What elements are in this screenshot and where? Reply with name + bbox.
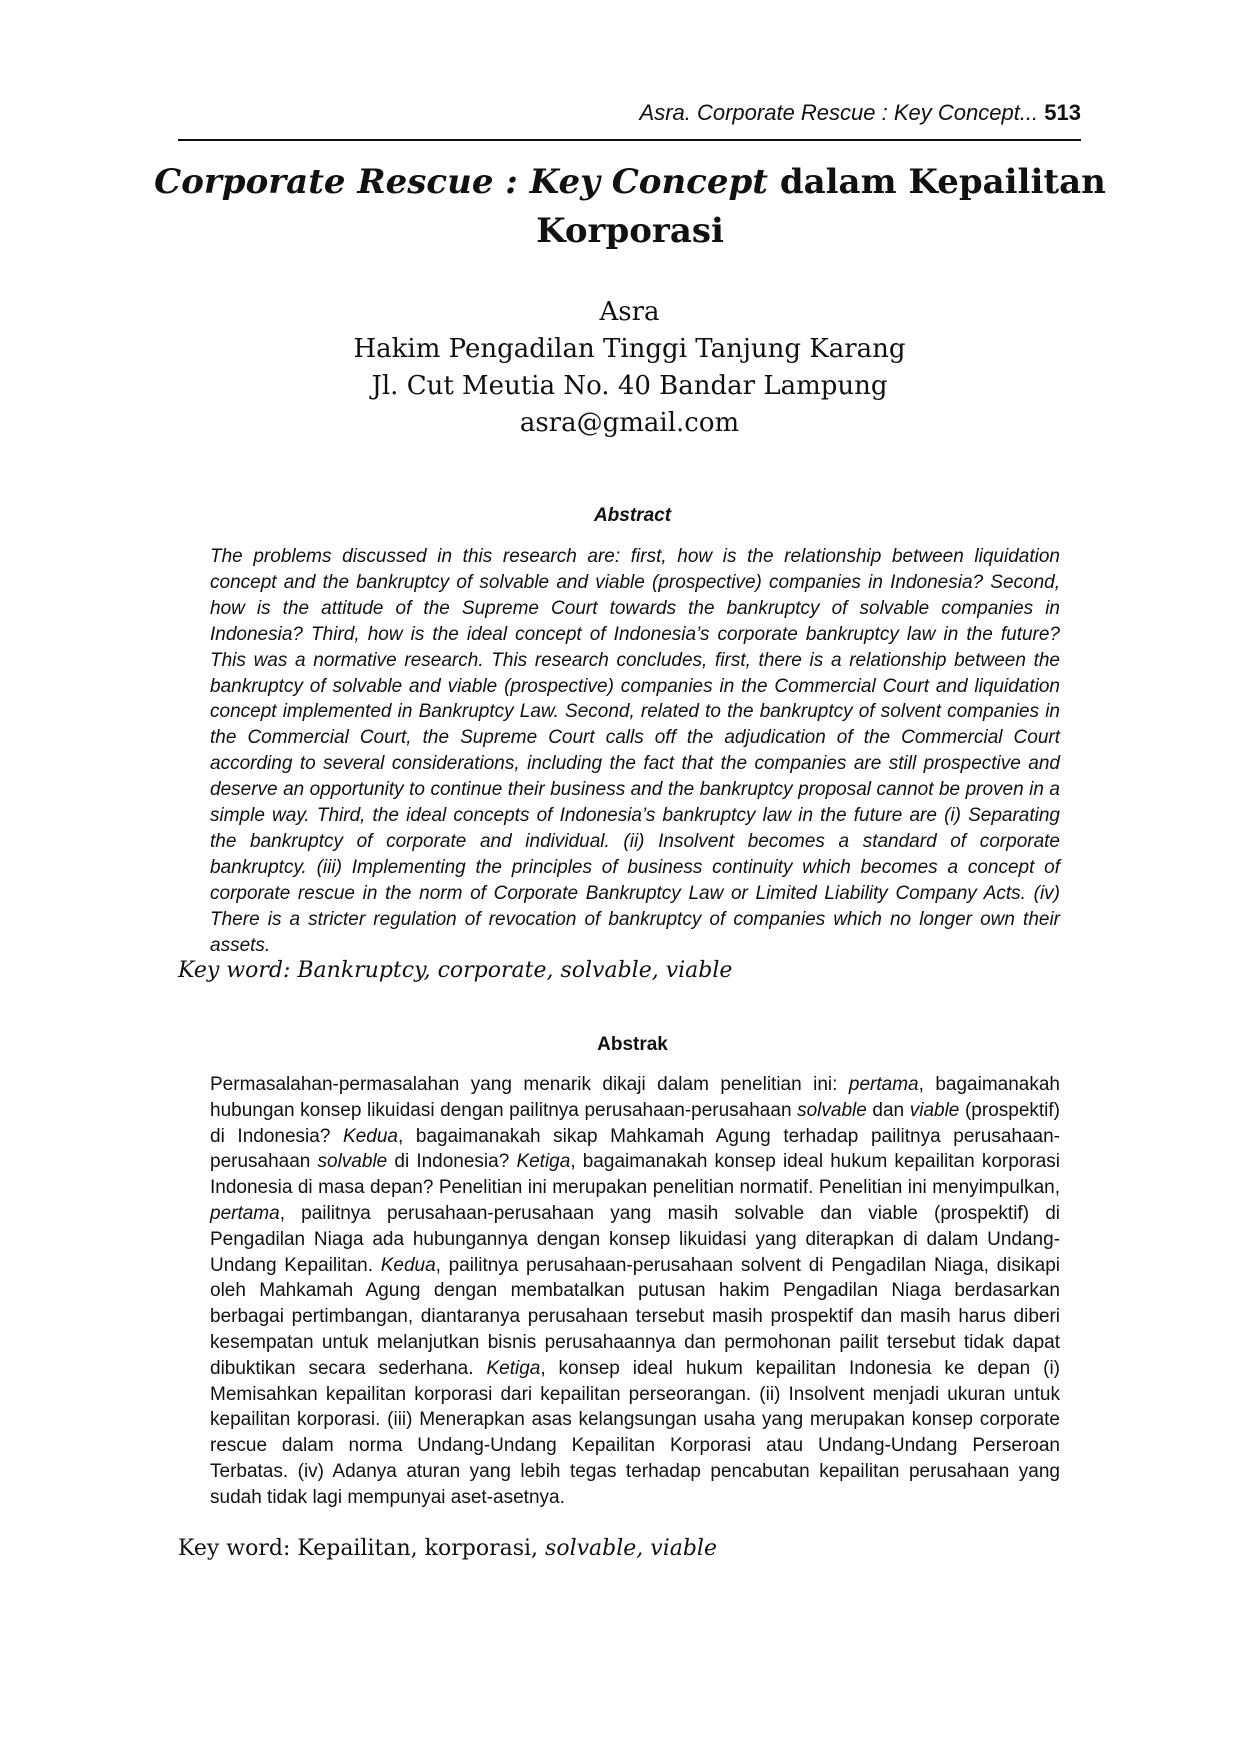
abstrak-segment: , bagaimanakah hubungan konsep likuidasi dengan pailitnya perusahaan-perusahaan <box>210 1074 1060 1121</box>
abstrak-segment: , pailitnya perusahaan-perusahaan yang masih solvable dan viable (prospektif) di Pengadilan Niaga ada hubungannya dengan konsep likuidasi yang diterapkan di dalam Undang-Undang Kepailitan. <box>210 1202 1060 1276</box>
paper-title <box>150 158 1110 256</box>
abstrak-segment: Permasalahan-permasalahan yang menarik dikaji dalam penelitian ini: <box>210 1074 849 1095</box>
author-email: asra@gmail.com <box>519 408 740 438</box>
abstrak-segment-italic: Kedua <box>343 1125 398 1147</box>
page-number: 513 <box>1044 100 1081 125</box>
abstrak-segment-italic: Ketiga <box>516 1151 571 1173</box>
abstrak-segment: , bagaimanakah konsep ideal hukum kepailitan korporasi Indonesia di masa depan? Penelitian ini merupakan penelitian normatif. Penelitian ini menyimpulkan, <box>210 1151 1060 1199</box>
abstrak-segment-italic: Kedua <box>380 1254 436 1276</box>
abstrak-segment-italic: solvable <box>317 1151 388 1173</box>
abstrak-heading: Abstrak <box>597 1034 668 1055</box>
abstrak-segment: di Indonesia? <box>387 1151 517 1173</box>
keywords-english: Key word: Bankruptcy, corporate, solvable, viable <box>178 958 733 983</box>
abstrak-segment-italic: viable <box>909 1099 960 1121</box>
header-rule <box>178 139 1081 141</box>
abstract-english-text: The problems discussed in this research are: first, how is the relationship between liquidation concept and the bankruptcy of solvable and viable (prospective) companies in Indonesia? Second, how is the attitude of the Supreme Court towards the bankruptcy of solvable companies in Indonesia? Third, how is the ideal concept of Indonesia’s corporate bankruptcy law in the future? This was a normative research. This research concludes, first, there is a relationship between the bankruptcy of solvable and viable (prospective) companies in the Commercial Court and liquidation concept implemented in Bankruptcy Law. Second, related to the bankruptcy of solvent companies in the Commercial Court, the Supreme Court calls off the adjudication of the Commercial Court according to several considerations, including the fact that the companies are still prospective and deserve an opportunity to continue their business and the bankruptcy proposal cannot be proven in a simple way. Third, the ideal concepts of Indonesia’s bankruptcy law in the future are (i) Separating the bankruptcy of corporate and individual. (ii) Insolvent becomes a standard of corporate bankruptcy. (iii) Implementing the principles of business continuity which becomes a concept of corporate rescue in the norm of Corporate Bankruptcy Law or Limited Liability Company Acts. (iv) There is a stricter regulation of revocation of bankruptcy of companies which no longer own their assets. <box>210 546 1060 956</box>
author-block <box>178 294 1081 442</box>
abstrak-segment-italic: solvable <box>797 1099 867 1121</box>
author-affiliation: Hakim Pengadilan Tinggi Tanjung Karang <box>353 334 906 364</box>
abstrak-segment: , pailitnya perusahaan-perusahaan solvent di Pengadilan Niaga, disikapi oleh Mahkamah Agung dengan membatalkan putusan hakim Pengadilan Niaga berdasarkan berbagai pertimbangan, diantaranya perusahaan tersebut masih prospektif dan masih harus diberi kesempatan untuk melanjutkan bisnis perusahaannya dan permohonan pailit tersebut tidak dapat dibuktikan secara sederhana. <box>210 1254 1060 1379</box>
abstrak-segment: dan <box>866 1099 910 1121</box>
abstrak-segment: , bagaimanakah sikap Mahkamah Agung terhadap pailitnya perusahaan-perusahaan <box>210 1125 1060 1173</box>
running-header <box>178 100 1081 126</box>
abstrak-segment-italic: Ketiga <box>486 1357 541 1379</box>
title-italic-part: Corporate Rescue : Key Concept <box>154 162 768 202</box>
author-name: Asra <box>599 297 660 327</box>
running-title: Asra. Corporate Rescue : Key Concept... <box>639 100 1039 125</box>
title-regular-part: dalam Kepailitan Korporasi <box>536 162 1106 251</box>
abstract-heading: Abstract <box>593 505 672 526</box>
keywords-indonesian-italic: solvable, viable <box>545 1536 717 1561</box>
abstrak-segment-italic: pertama <box>210 1202 280 1224</box>
abstrak-indonesian-text <box>210 1072 1060 1511</box>
abstrak-segment: (prospektif) di Indonesia? <box>210 1099 1060 1147</box>
keywords-indonesian <box>178 1536 1081 1561</box>
author-address: Jl. Cut Meutia No. 40 Bandar Lampung <box>371 371 888 401</box>
abstrak-segment-italic: pertama <box>848 1074 919 1095</box>
abstrak-segment: , konsep ideal hukum kepailitan Indonesia ke depan (i) Memisahkan kepailitan korporasi dari kepailitan perseorangan. (ii) Insolvent menjadi ukuran untuk kepailitan korporasi. (iii) Menerapkan asas kelangsungan usaha yang merupakan konsep corporate rescue dalam norma Undang-Undang Kepailitan Korporasi atau Undang-Undang Perseroan Terbatas. (iv) Adanya aturan yang lebih tegas terhadap pencabutan kepailitan perusahaan yang sudah tidak lagi mempunyai aset-asetnya. <box>210 1357 1060 1508</box>
keywords-indonesian-label: Key word: Kepailitan, korporasi, <box>178 1536 546 1561</box>
